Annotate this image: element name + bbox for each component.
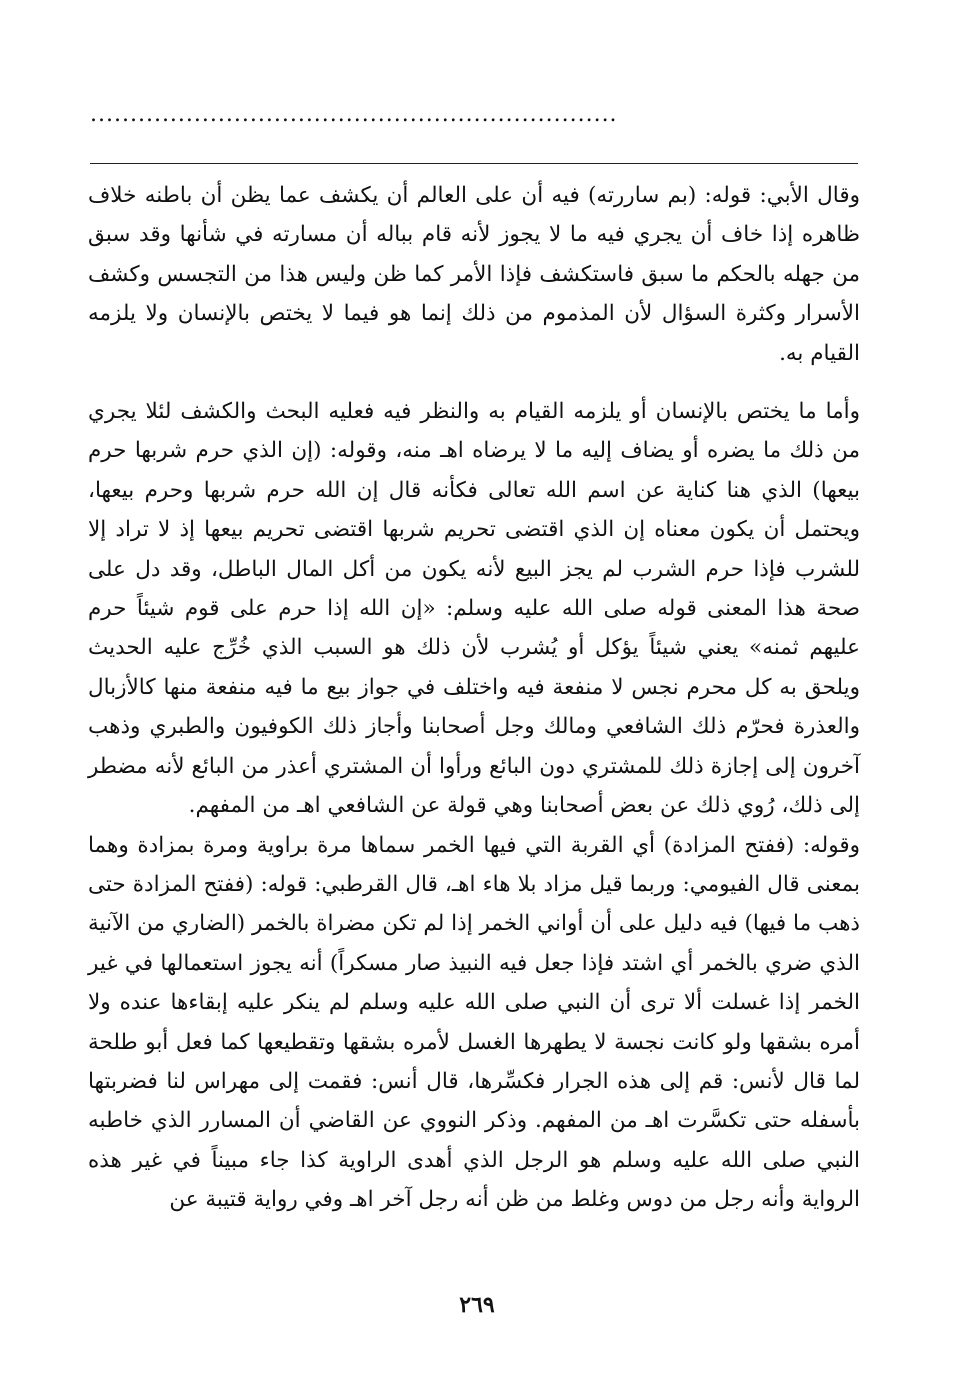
- header-dotted-line: ..................................................................: [90, 102, 618, 127]
- paragraph-1: وقال الأبي: قوله: (بم ساررته) فيه أن على العالم أن يكشف عما يظن أن باطنه خلاف ظاهره إذا خاف أن يجري فيه ما لا يجوز لأنه قام بباله أن مسارته في شأنها وقد سبق من جهله بالحكم ما سبق فاستكشف فإذا الأمر كما ظن وليس هذا من التجسس وكشف الأسرار وكثرة السؤال لأن المذموم من ذلك إنما هو فيما لا يختص بالإنسان ولا يلزمه القيام به.: [88, 183, 861, 366]
- header-rule: [90, 163, 858, 164]
- paragraph-2: وأما ما يختص بالإنسان أو يلزمه القيام به والنظر فيه فعليه البحث والكشف لئلا يجري من ذلك ما يضره أو يضاف إليه ما لا يرضاه اهـ منه، وقوله: (إن الذي حرم شربها حرم بيعها) الذي هنا كناية عن اسم الله تعالى فكأنه قال إن الله حرم شربها وحرم بيعها، ويحتمل أن يكون معناه إن الذي اقتضى تحريم شربها اقتضى تحريم بيعها إذ لا تراد إلا للشرب فإذا حرم الشرب لم يجز البيع لأنه يكون من أكل المال الباطل، وقد دل على صحة هذا المعنى قوله صلى الله عليه وسلم: «إن الله إذا حرم على قوم شيئاً حرم عليهم ثمنه» يعني شيئاً يؤكل أو يُشرب لأن ذلك هو السبب الذي خُرِّج عليه الحديث ويلحق به كل محرم نجس لا منفعة فيه واختلف في جواز بيع ما فيه منفعة منها كالأزبال والعذرة فحرّم ذلك الشافعي ومالك وجل أصحابنا وأجاز ذلك الكوفيون والطبري وذهب آخرون إلى إجازة ذلك للمشتري دون البائع ورأوا أن المشتري أعذر من البائع لأنه مضطر إلى ذلك، رُوي ذلك عن بعض أصحابنا وهي قولة عن الشافعي اهـ من المفهم.: [88, 399, 860, 819]
- paragraph-3: وقوله: (ففتح المزادة) أي القربة التي فيها الخمر سماها مرة براوية ومرة بمزادة وهما بمعنى قال الفيومي: وربما قيل مزاد بلا هاء اهـ، قال القرطبي: قوله: (ففتح المزادة حتى ذهب ما فيها) فيه دليل على أن أواني الخمر إذا لم تكن مضراة بالخمر (الضاري من الآنية الذي ضري بالخمر أي اشتد فإذا جعل فيه النبيذ صار مسكراً) أنه يجوز استعمالها في غير الخمر إذا غسلت ألا ترى أن النبي صلى الله عليه وسلم لم ينكر عليه إبقاءها عنده ولا أمره بشقها ولو كانت نجسة لا يطهرها الغسل لأمره بشقها وتقطيعها كما فعل أبو طلحة لما قال لأنس: قم إلى هذه الجرار فكسِّرها، قال أنس: فقمت إلى مهراس لنا فضربتها بأسفله حتى تكسَّرت اهـ من المفهم. وذكر النووي عن القاضي أن المسارر الذي خاطبه النبي صلى الله عليه وسلم هو الرجل الذي أهدى الراوية كذا جاء مبيناً في غير هذه الرواية وأنه رجل من دوس وغلط من ظن أنه رجل آخر اهـ وفي رواية قتيبة عن: [88, 832, 860, 1213]
- main-text: [88, 176, 860, 1220]
- page-number: ٢٦٩: [459, 1292, 495, 1318]
